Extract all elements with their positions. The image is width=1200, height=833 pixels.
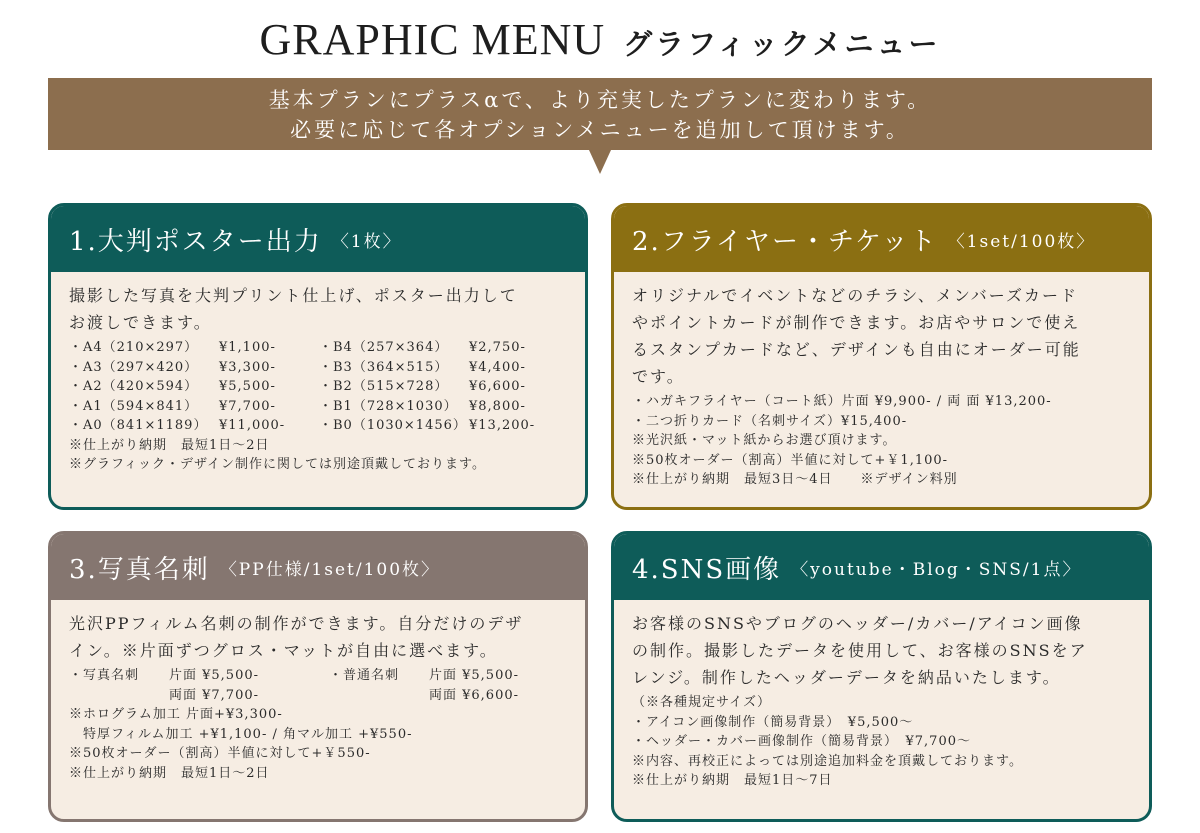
size-label: ・B0（1030×1456） — [319, 418, 467, 433]
card-header — [614, 206, 1149, 272]
card-poster-output — [48, 203, 588, 510]
price: ¥6,600- — [469, 379, 526, 394]
intro-line: 必要に応じて各オプションメニューを追加して頂けます。 — [290, 118, 910, 142]
description-line: レンジ。制作したヘッダーデータを納品いたします。 — [632, 668, 1061, 687]
price-item: ・ハガキフライヤー（コート紙）片面 ¥9,900- / 両 面 ¥13,200- — [632, 394, 1052, 409]
title-english: GRAPHIC MENU — [259, 15, 606, 64]
item-label — [329, 686, 429, 706]
price-item: ・二つ折りカード（名刺サイズ）¥15,400- — [632, 413, 908, 429]
intro-banner — [48, 78, 1152, 150]
intro-pointer — [589, 150, 611, 174]
description-line: お客様のSNSやブログのヘッダー/カバー/アイコン画像 — [632, 614, 1083, 633]
price-item: ・ヘッダー・カバー画像制作（簡易背景） ¥7,700〜 — [632, 734, 971, 749]
description-line: 撮影した写真を大判プリント仕上げ、ポスター出力して — [69, 286, 518, 305]
card-body — [51, 600, 585, 783]
item-label: ・写真名刺 — [69, 668, 140, 683]
price: ¥4,400- — [469, 359, 526, 375]
price: ¥7,700- — [219, 398, 276, 414]
size-label: ・B1（728×1030） — [319, 398, 458, 414]
card-body — [51, 272, 585, 475]
price-item: ・アイコン画像制作（簡易背景） ¥5,500〜 — [632, 714, 914, 730]
card-flyer-ticket — [611, 203, 1152, 510]
note: ※50枚オーダー（割高）半値に対して+￥550- — [69, 746, 371, 761]
description-line: るスタンプカードなど、デザインも自由にオーダー可能 — [632, 340, 1081, 359]
note: ※仕上がり納期 最短3日〜4日 ※デザイン料別 — [632, 472, 958, 487]
note: ※仕上がり納期 最短1日〜2日 — [69, 437, 270, 453]
note: ※グラフィック・デザイン制作に関しては別途頂戴しております。 — [69, 457, 487, 472]
size-label: ・B2（515×728） — [319, 379, 449, 394]
price: ¥11,000- — [219, 418, 286, 433]
card-description — [69, 610, 585, 664]
item-label: ・普通名刺 — [329, 668, 400, 683]
size-label: ・B3（364×515） — [319, 359, 449, 375]
card-body — [614, 272, 1149, 490]
description-line: イン。※片面ずつグロス・マットが自由に選べます。 — [69, 641, 498, 660]
card-unit: 〈PP仕様/1set/100枚〉 — [219, 559, 441, 580]
card-sns-image — [611, 531, 1152, 822]
page-title — [0, 14, 1200, 65]
price-table — [69, 338, 585, 436]
card-header — [614, 534, 1149, 600]
size-note: （※各種規定サイズ） — [632, 695, 771, 710]
price: ¥13,200- — [469, 418, 536, 433]
size-label: ・A0（841×1189） — [69, 418, 208, 433]
description-line: の制作。撮影したデータを使用して、お客様のSNSをア — [632, 641, 1088, 660]
card-title: 3.写真名刺 — [69, 554, 210, 585]
card-description — [632, 282, 1149, 390]
description-line: です。 — [632, 367, 685, 386]
description-line: お渡しできます。 — [69, 313, 212, 332]
note: ※仕上がり納期 最短1日〜7日 — [632, 773, 833, 788]
size-label: ・A3（297×420） — [69, 359, 199, 375]
price: 片面 ¥5,500- — [169, 668, 260, 683]
card-title: 2.フライヤー・チケット — [632, 226, 938, 257]
card-header — [51, 534, 585, 600]
description-line: 光沢PPフィルム名刺の制作ができます。自分だけのデザ — [69, 614, 524, 633]
price: ¥5,500- — [219, 379, 276, 394]
card-unit: 〈1set/100枚〉 — [947, 231, 1096, 252]
description-line: やポイントカードが制作できます。お店やサロンで使え — [632, 313, 1081, 332]
price: ¥1,100- — [219, 340, 276, 355]
intro-line: 基本プランにプラスαで、より充実したプランに変わります。 — [268, 88, 932, 112]
price: 片面 ¥5,500- — [429, 668, 520, 683]
note: 特厚フィルム加工 +¥1,100- / 角マル加工 +¥550- — [69, 726, 413, 742]
size-label: ・A4（210×297） — [69, 340, 199, 355]
card-unit: 〈1枚〉 — [331, 231, 402, 252]
card-description — [69, 282, 585, 336]
note: ※50枚オーダー（割高）半値に対して+￥1,100- — [632, 452, 949, 468]
note: ※内容、再校正によっては別途追加料金を頂戴しております。 — [632, 753, 1023, 769]
description-line: オリジナルでイベントなどのチラシ、メンバーズカード — [632, 286, 1079, 305]
item-label — [69, 686, 169, 706]
note: ※光沢紙・マット紙からお選び頂けます。 — [632, 433, 897, 448]
price: ¥8,800- — [469, 398, 526, 414]
size-label: ・A2（420×594） — [69, 379, 199, 394]
price: ¥3,300- — [219, 359, 276, 375]
price: ¥2,750- — [469, 340, 526, 355]
price: 両面 ¥7,700- — [169, 687, 260, 703]
card-title: 1.大判ポスター出力 — [69, 226, 322, 257]
price: 両面 ¥6,600- — [429, 687, 520, 703]
card-body — [614, 600, 1149, 791]
card-header — [51, 206, 585, 272]
card-title: 4.SNS画像 — [632, 554, 782, 585]
card-description — [632, 610, 1149, 691]
price-table — [69, 666, 585, 705]
title-japanese: グラフィックメニュー — [623, 27, 941, 61]
size-label: ・A1（594×841） — [69, 398, 199, 414]
note: ※ホログラム加工 片面+¥3,300- — [69, 707, 283, 722]
card-photo-business-card — [48, 531, 588, 822]
size-label: ・B4（257×364） — [319, 340, 449, 355]
note: ※仕上がり納期 最短1日〜2日 — [69, 765, 270, 781]
card-unit: 〈youtube・Blog・SNS/1点〉 — [791, 559, 1082, 580]
